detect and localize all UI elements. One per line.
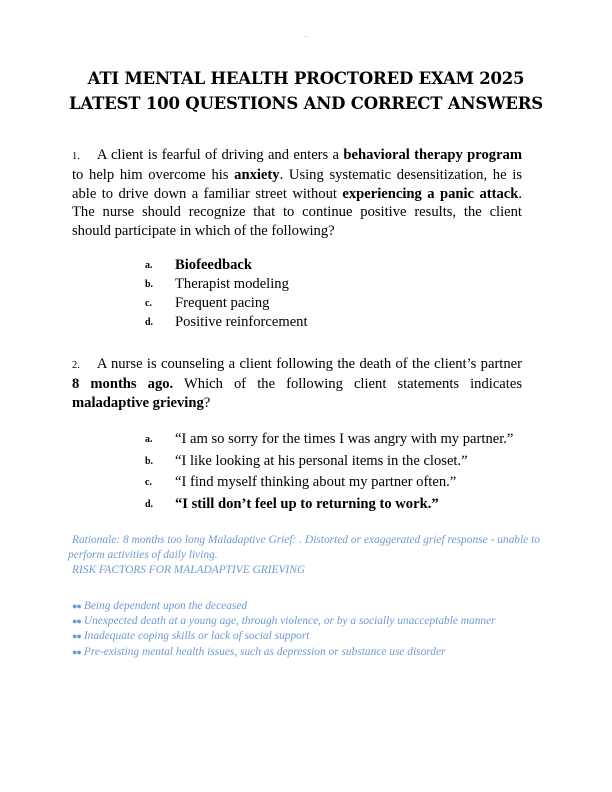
- option-text: Therapist modeling: [175, 276, 289, 292]
- bullet-icon: ●●: [72, 646, 81, 657]
- option-text: “I like looking at his personal items in the closet.”: [175, 452, 468, 469]
- risk-factor-text: Being dependent upon the deceased: [83, 600, 248, 612]
- bullet-icon: ●●: [72, 631, 81, 642]
- risk-factor-text: Unexpected death at a young age, through violence, or by a socially unacceptable manner: [83, 615, 496, 628]
- question-number: 1.: [72, 151, 80, 162]
- option-text: “I am so sorry for the times I was angry with my partner.”: [175, 431, 514, 447]
- stem-text: A nurse is counseling a client following the death of the client’s partner: [96, 356, 522, 372]
- stem-text: ?: [203, 394, 211, 411]
- stem-text: . The nurse should recognize that to continue positive results, the client should participate in which of the following?: [72, 185, 523, 239]
- option-text: “I find myself thinking about my partner often.”: [175, 474, 457, 490]
- option-letter: d.: [145, 498, 154, 510]
- option-text: Positive reinforcement: [175, 314, 308, 330]
- title-line-2: LATEST 100 QUESTIONS AND CORRECT ANSWERS: [69, 94, 543, 113]
- document-title: [0, 66, 612, 116]
- option-text: “I still don’t feel up to returning to work.”: [175, 495, 439, 512]
- option-letter: c.: [145, 477, 152, 488]
- option-letter: a.: [145, 260, 153, 271]
- stem-text: A client is fearful of driving and enters a: [96, 147, 344, 163]
- bullet-icon: ●●: [72, 616, 81, 627]
- risk-factors-heading: RISK FACTORS FOR MALADAPTIVE GRIEVING: [72, 564, 306, 576]
- stem-emphasis: experiencing a panic attack: [342, 185, 519, 202]
- risk-factors-list: [72, 599, 496, 660]
- list-item: [72, 629, 496, 644]
- question-number: 2.: [72, 360, 80, 371]
- option-text: Biofeedback: [175, 257, 253, 273]
- stem-emphasis: 8 months ago.: [72, 376, 174, 393]
- list-item: [72, 645, 496, 660]
- option-letter: a.: [145, 434, 153, 445]
- title-line-1: ATI MENTAL HEALTH PROCTORED EXAM 2025: [87, 69, 525, 88]
- rationale-text: [68, 533, 540, 563]
- header-mark: —: [303, 33, 309, 40]
- bullet-icon: ●●: [72, 601, 81, 611]
- stem-emphasis: maladaptive grieving: [72, 394, 204, 411]
- risk-factor-text: Pre-existing mental health issues, such as depression or substance use disorder: [83, 645, 446, 658]
- option-letter: b.: [145, 455, 154, 467]
- risk-factor-text: Inadequate coping skills or lack of social support: [83, 630, 310, 643]
- option-letter: b.: [145, 279, 154, 290]
- stem-text: . Using systematic desensitization, he is able to drive down a familiar street without: [72, 167, 522, 202]
- list-item: [72, 614, 496, 629]
- question-1-stem: [72, 146, 522, 240]
- stem-text: Which of the following client statements indicates: [173, 376, 522, 393]
- option-letter: c.: [145, 298, 152, 309]
- rationale-content: Rationale: 8 months too long Maladaptive Grief: . Distorted or exaggerated grief response - unable to perform activities of daily living.: [68, 534, 540, 561]
- stem-emphasis: anxiety: [234, 167, 280, 184]
- stem-emphasis: behavioral therapy program: [343, 147, 523, 163]
- list-item: [72, 599, 496, 614]
- option-text: Frequent pacing: [175, 295, 270, 311]
- option-letter: d.: [145, 317, 154, 328]
- stem-text: to help him overcome his: [72, 167, 235, 184]
- question-2-stem: [72, 355, 522, 412]
